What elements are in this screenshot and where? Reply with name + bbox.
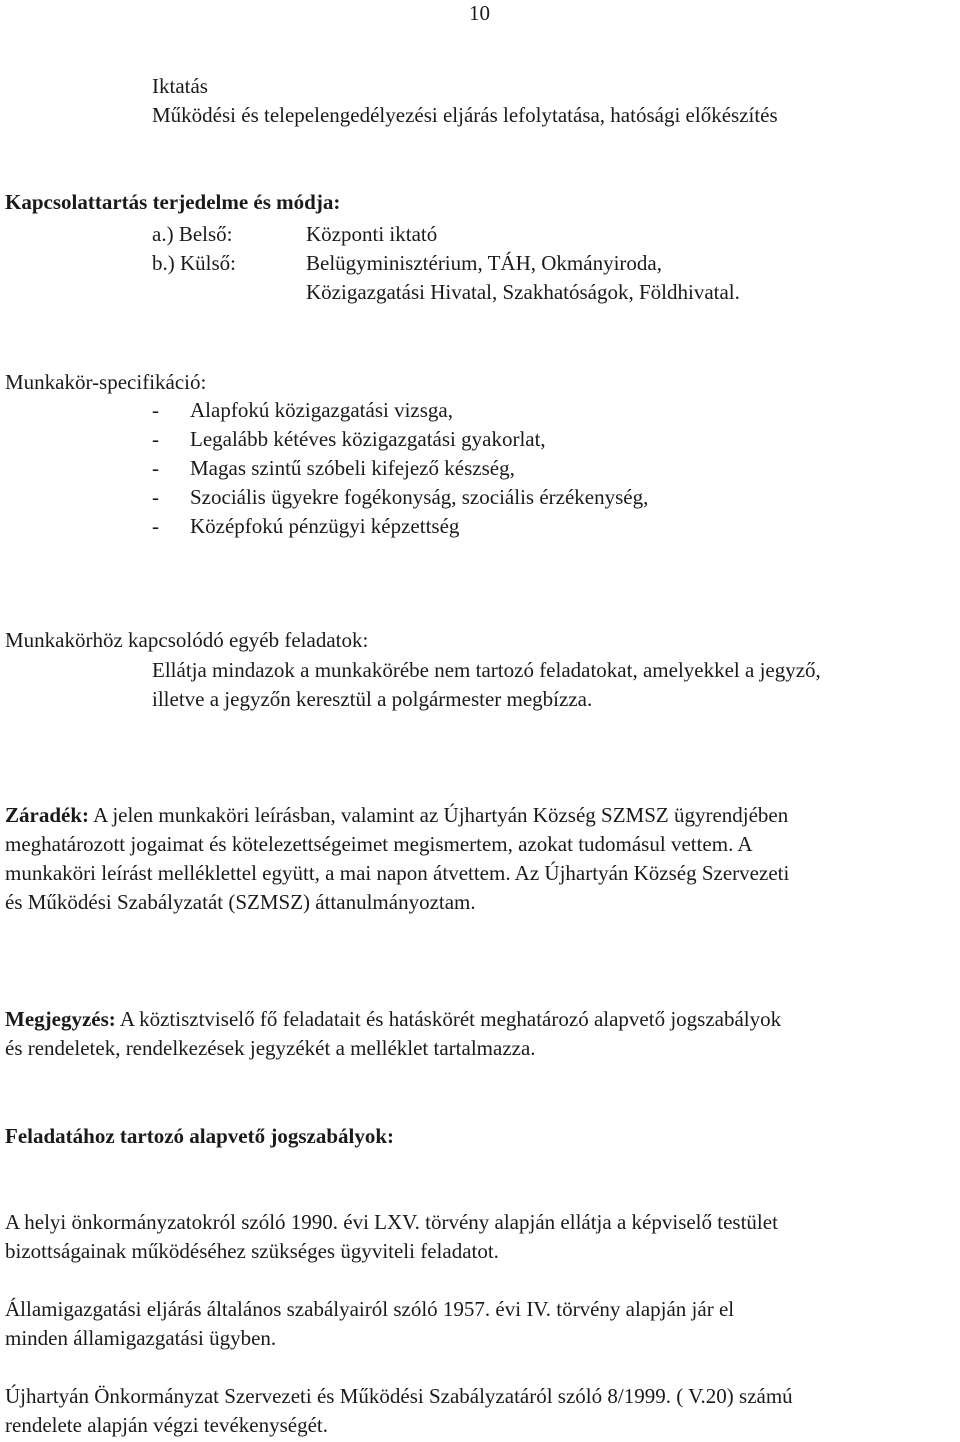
other-tasks-line: Ellátja mindazok a munkakörébe nem tartozó feladatokat, amelyekkel a jegyző, xyxy=(152,658,821,682)
contact-internal-value: Központi iktató xyxy=(306,222,438,246)
other-tasks-line: illetve a jegyzőn keresztül a polgármester megbízza. xyxy=(152,687,593,711)
spec-item: Legalább kétéves közigazgatási gyakorlat, xyxy=(190,427,546,451)
spec-bullet: - xyxy=(152,485,159,509)
clause-text: A jelen munkaköri leírásban, valamint az Újhartyán Község SZMSZ ügyrendjében xyxy=(93,803,789,827)
contact-external-label: b.) Külső: xyxy=(152,251,236,275)
clause-line: munkaköri leírást melléklettel együtt, a mai napon átvettem. Az Újhartyán Község Szervezeti xyxy=(5,861,790,885)
clause-line: meghatározott jogaimat és kötelezettségeimet megismertem, azokat tudomásul vettem. A xyxy=(5,832,753,856)
clause-line xyxy=(5,803,788,827)
law-paragraph-line: minden államigazgatási ügyben. xyxy=(5,1326,277,1350)
contact-internal-label: a.) Belső: xyxy=(152,222,233,246)
spec-item: Középfokú pénzügyi képzettség xyxy=(190,514,460,538)
spec-item: Alapfokú közigazgatási vizsga, xyxy=(190,398,453,422)
contact-external-value: Belügyminisztérium, TÁH, Okmányiroda, xyxy=(306,251,662,275)
clause-line: és Működési Szabályzatát (SZMSZ) áttanulmányoztam. xyxy=(5,890,476,914)
note-label: Megjegyzés: xyxy=(5,1007,116,1031)
law-paragraph-line: A helyi önkormányzatokról szóló 1990. évi LXV. törvény alapján ellátja a képviselő testület xyxy=(5,1210,778,1234)
note-line xyxy=(5,1007,781,1031)
note-text: A köztisztviselő fő feladatait és hatáskörét meghatározó alapvető jogszabályok xyxy=(119,1007,782,1031)
spec-bullet: - xyxy=(152,514,159,538)
law-paragraph-line: Államigazgatási eljárás általános szabályairól szóló 1957. évi IV. törvény alapján jár el xyxy=(5,1297,735,1321)
note-line: és rendeletek, rendelkezések jegyzékét a melléklet tartalmazza. xyxy=(5,1036,536,1060)
spec-item: Szociális ügyekre fogékonyság, szociális érzékenység, xyxy=(190,485,649,509)
contact-external-value: Közigazgatási Hivatal, Szakhatóságok, Földhivatal. xyxy=(306,280,740,304)
contact-heading: Kapcsolattartás terjedelme és módja: xyxy=(5,190,341,214)
laws-heading: Feladatához tartozó alapvető jogszabályok: xyxy=(5,1124,395,1148)
law-paragraph-line: Újhartyán Önkormányzat Szervezeti és Működési Szabályzatáról szóló 8/1999. ( V.20) számú xyxy=(5,1384,793,1408)
clause-label: Záradék: xyxy=(5,803,89,827)
spec-bullet: - xyxy=(152,456,159,480)
law-paragraph-line: bizottságainak működéséhez szükséges ügyviteli feladatot. xyxy=(5,1239,499,1263)
page-number: 10 xyxy=(469,1,490,25)
spec-heading: Munkakör-specifikáció: xyxy=(5,370,207,394)
spec-item: Magas szintű szóbeli kifejező készség, xyxy=(190,456,515,480)
spec-bullet: - xyxy=(152,427,159,451)
law-paragraph-line: rendelete alapján végzi tevékenységét. xyxy=(5,1413,328,1437)
intro-line: Iktatás xyxy=(152,74,208,98)
spec-bullet: - xyxy=(152,398,159,422)
intro-line: Működési és telepelengedélyezési eljárás lefolytatása, hatósági előkészítés xyxy=(152,103,778,127)
other-tasks-heading: Munkakörhöz kapcsolódó egyéb feladatok: xyxy=(5,628,369,652)
